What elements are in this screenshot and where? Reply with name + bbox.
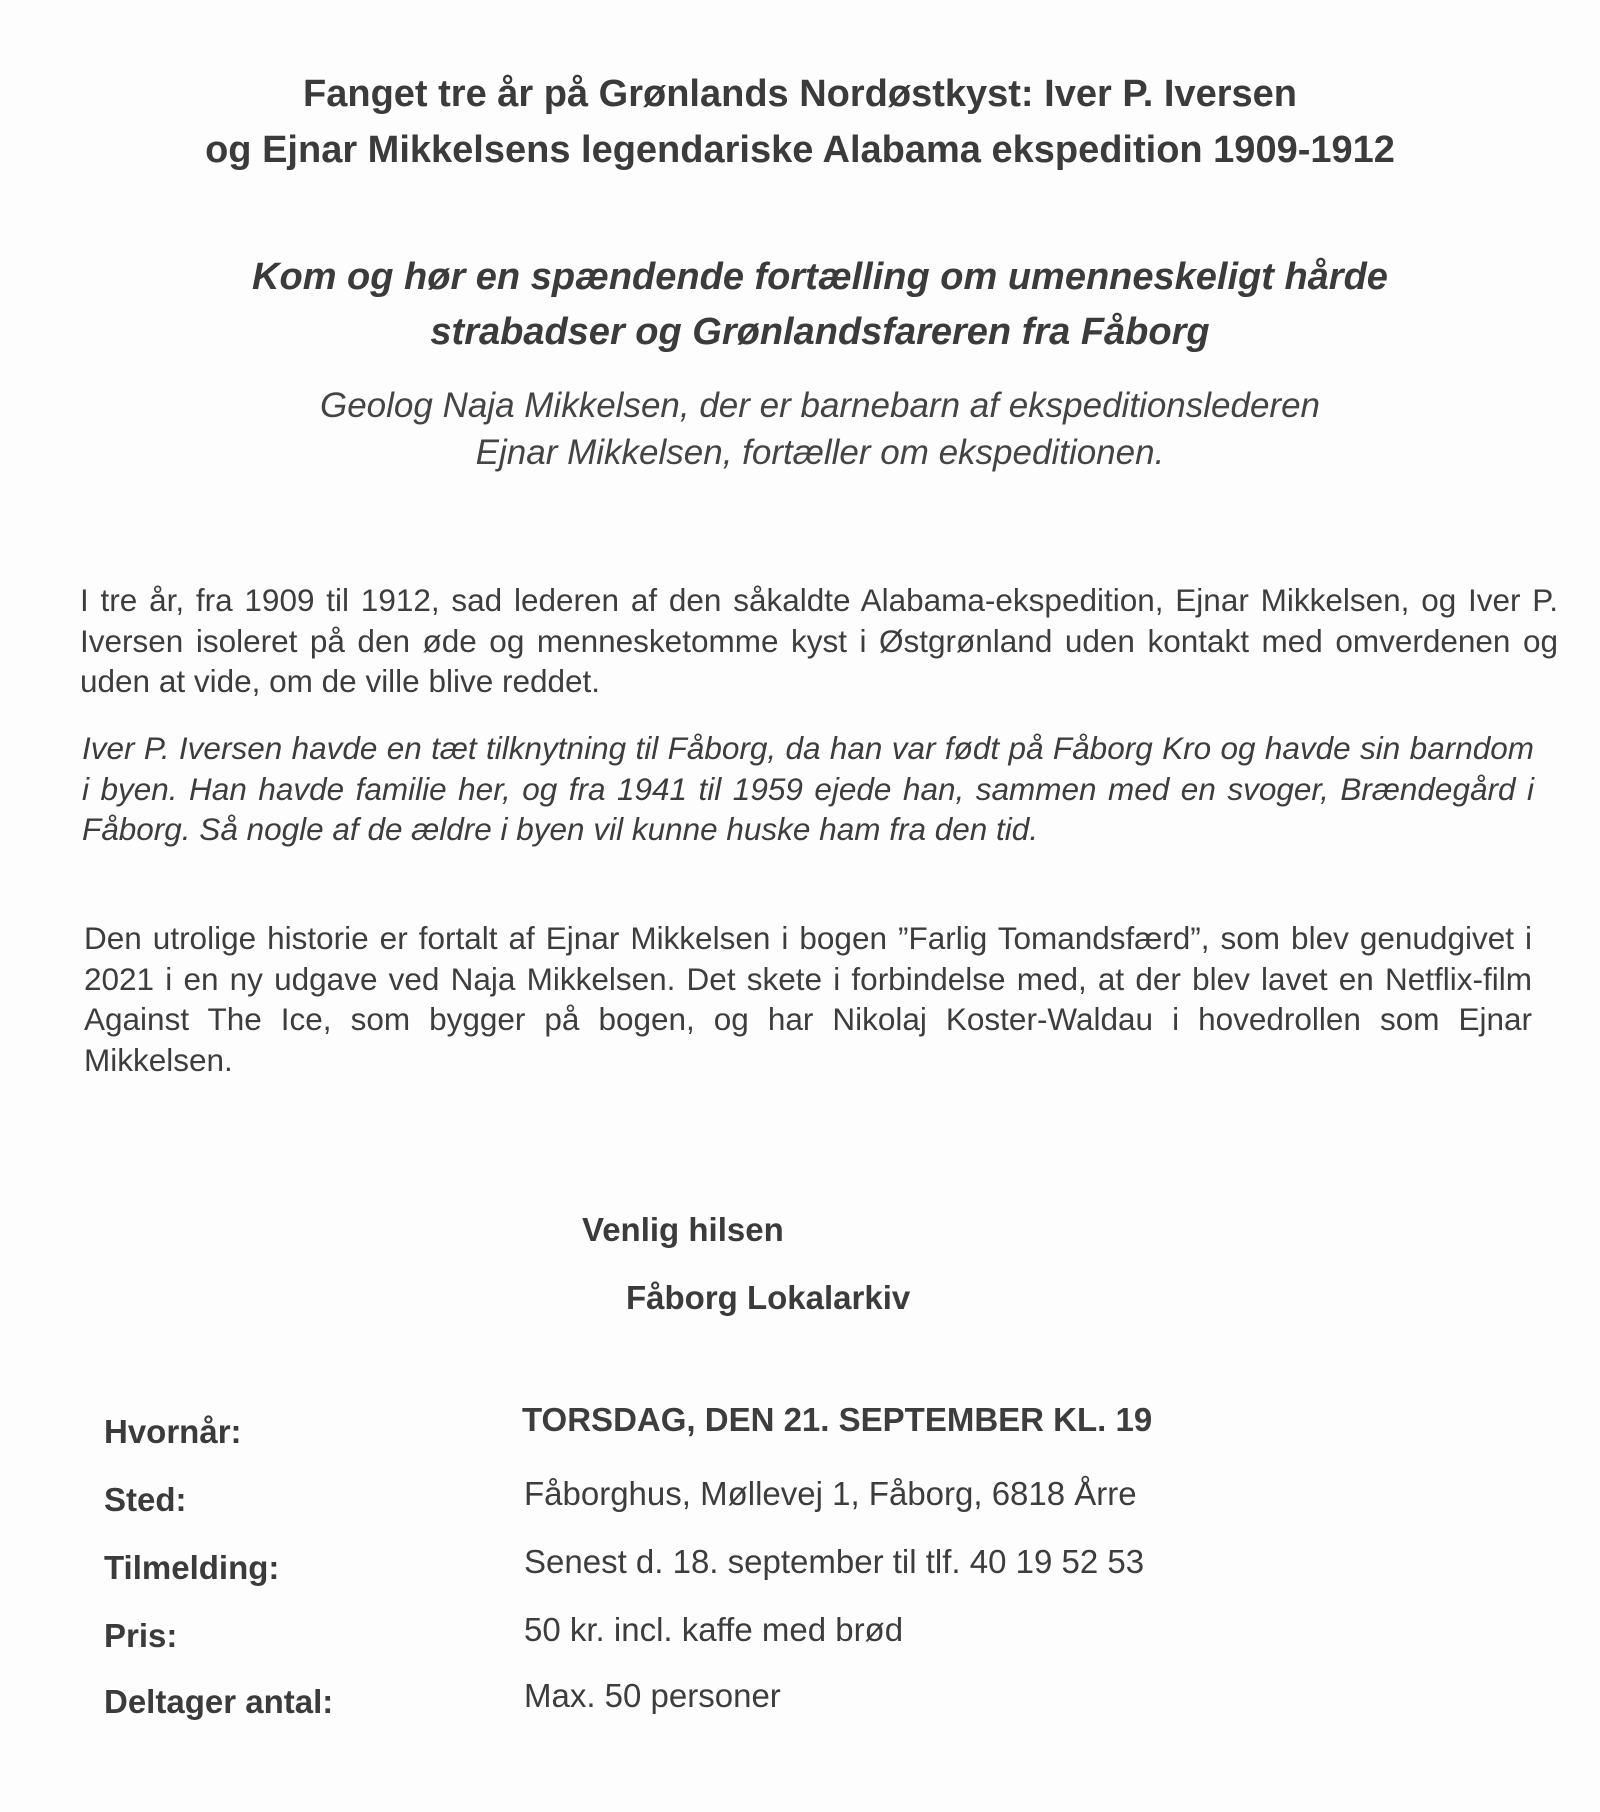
- document-subtitle: [80, 250, 1560, 360]
- closing-greeting: Venlig hilsen: [582, 1211, 784, 1248]
- speaker-intro: [80, 382, 1560, 476]
- info-label-price: Pris:: [104, 1617, 178, 1654]
- title-line-2: og Ejnar Mikkelsens legendariske Alabama ekspedition 1909-1912: [205, 129, 1395, 171]
- info-row-signup: [104, 1543, 1504, 1596]
- body-paragraph-2: Iver P. Iversen havde en tæt tilknytning til Fåborg, da han var født på Fåborg Kro og havde sin barndom i byen. Han havde familie her, og fra 1941 til 1959 ejede han, sammen med en svoger, Brændegård i Fåborg. Så nogle af de ældre i byen vil kunne huske ham fra den tid.: [82, 730, 1534, 847]
- info-value-participants: Max. 50 personer: [524, 1677, 781, 1714]
- info-row-price: [104, 1611, 1504, 1664]
- info-value-place: Fåborghus, Møllevej 1, Fåborg, 6818 Årre: [524, 1475, 1137, 1512]
- subtitle-line-2: strabadser og Grønlandsfareren fra Fåborg: [430, 311, 1210, 353]
- speaker-line-2: Ejnar Mikkelsen, fortæller om ekspeditionen.: [475, 433, 1165, 472]
- document-title: [80, 66, 1520, 178]
- info-row-place: [104, 1475, 1504, 1528]
- info-label-signup: Tilmelding:: [104, 1549, 280, 1586]
- body-paragraph-3: Den utrolige historie er fortalt af Ejnar Mikkelsen i bogen ”Farlig Tomandsfærd”, som blev genudgivet i 2021 i en ny udgave ved Naja Mikkelsen. Det skete i forbindelse med, at der blev lavet en Netflix-film Against The Ice, som bygger på bogen, og har Nikolaj Koster-Waldau i hovedrollen som Ejnar Mikkelsen.: [84, 920, 1532, 1078]
- info-label-place: Sted:: [104, 1481, 187, 1518]
- info-label-when: Hvornår:: [104, 1413, 242, 1450]
- body-paragraph-1: I tre år, fra 1909 til 1912, sad lederen af den såkaldte Alabama-ekspedition, Ejnar Mikkelsen, og Iver P. Iversen isoleret på den øde og mennesketomme kyst i Østgrønland uden kontakt med omverdenen og uden at vide, om de ville blive reddet.: [80, 582, 1558, 699]
- info-value-price: 50 kr. incl. kaffe med brød: [524, 1611, 904, 1648]
- title-line-1: Fanget tre år på Grønlands Nordøstkyst: Iver P. Iversen: [303, 73, 1297, 115]
- closing-signature: Fåborg Lokalarkiv: [626, 1279, 911, 1316]
- speaker-line-1: Geolog Naja Mikkelsen, der er barnebarn af ekspeditionslederen: [319, 386, 1321, 425]
- info-value-signup: Senest d. 18. september til tlf. 40 19 52 53: [524, 1543, 1145, 1580]
- subtitle-line-1: Kom og hør en spændende fortælling om umenneskeligt hårde: [252, 256, 1388, 298]
- info-label-participants: Deltager antal:: [104, 1683, 334, 1720]
- info-row-when: [104, 1401, 1504, 1460]
- info-value-when: TORSDAG, DEN 21. SEPTEMBER KL. 19: [522, 1401, 1153, 1438]
- info-row-participants: [104, 1677, 1504, 1730]
